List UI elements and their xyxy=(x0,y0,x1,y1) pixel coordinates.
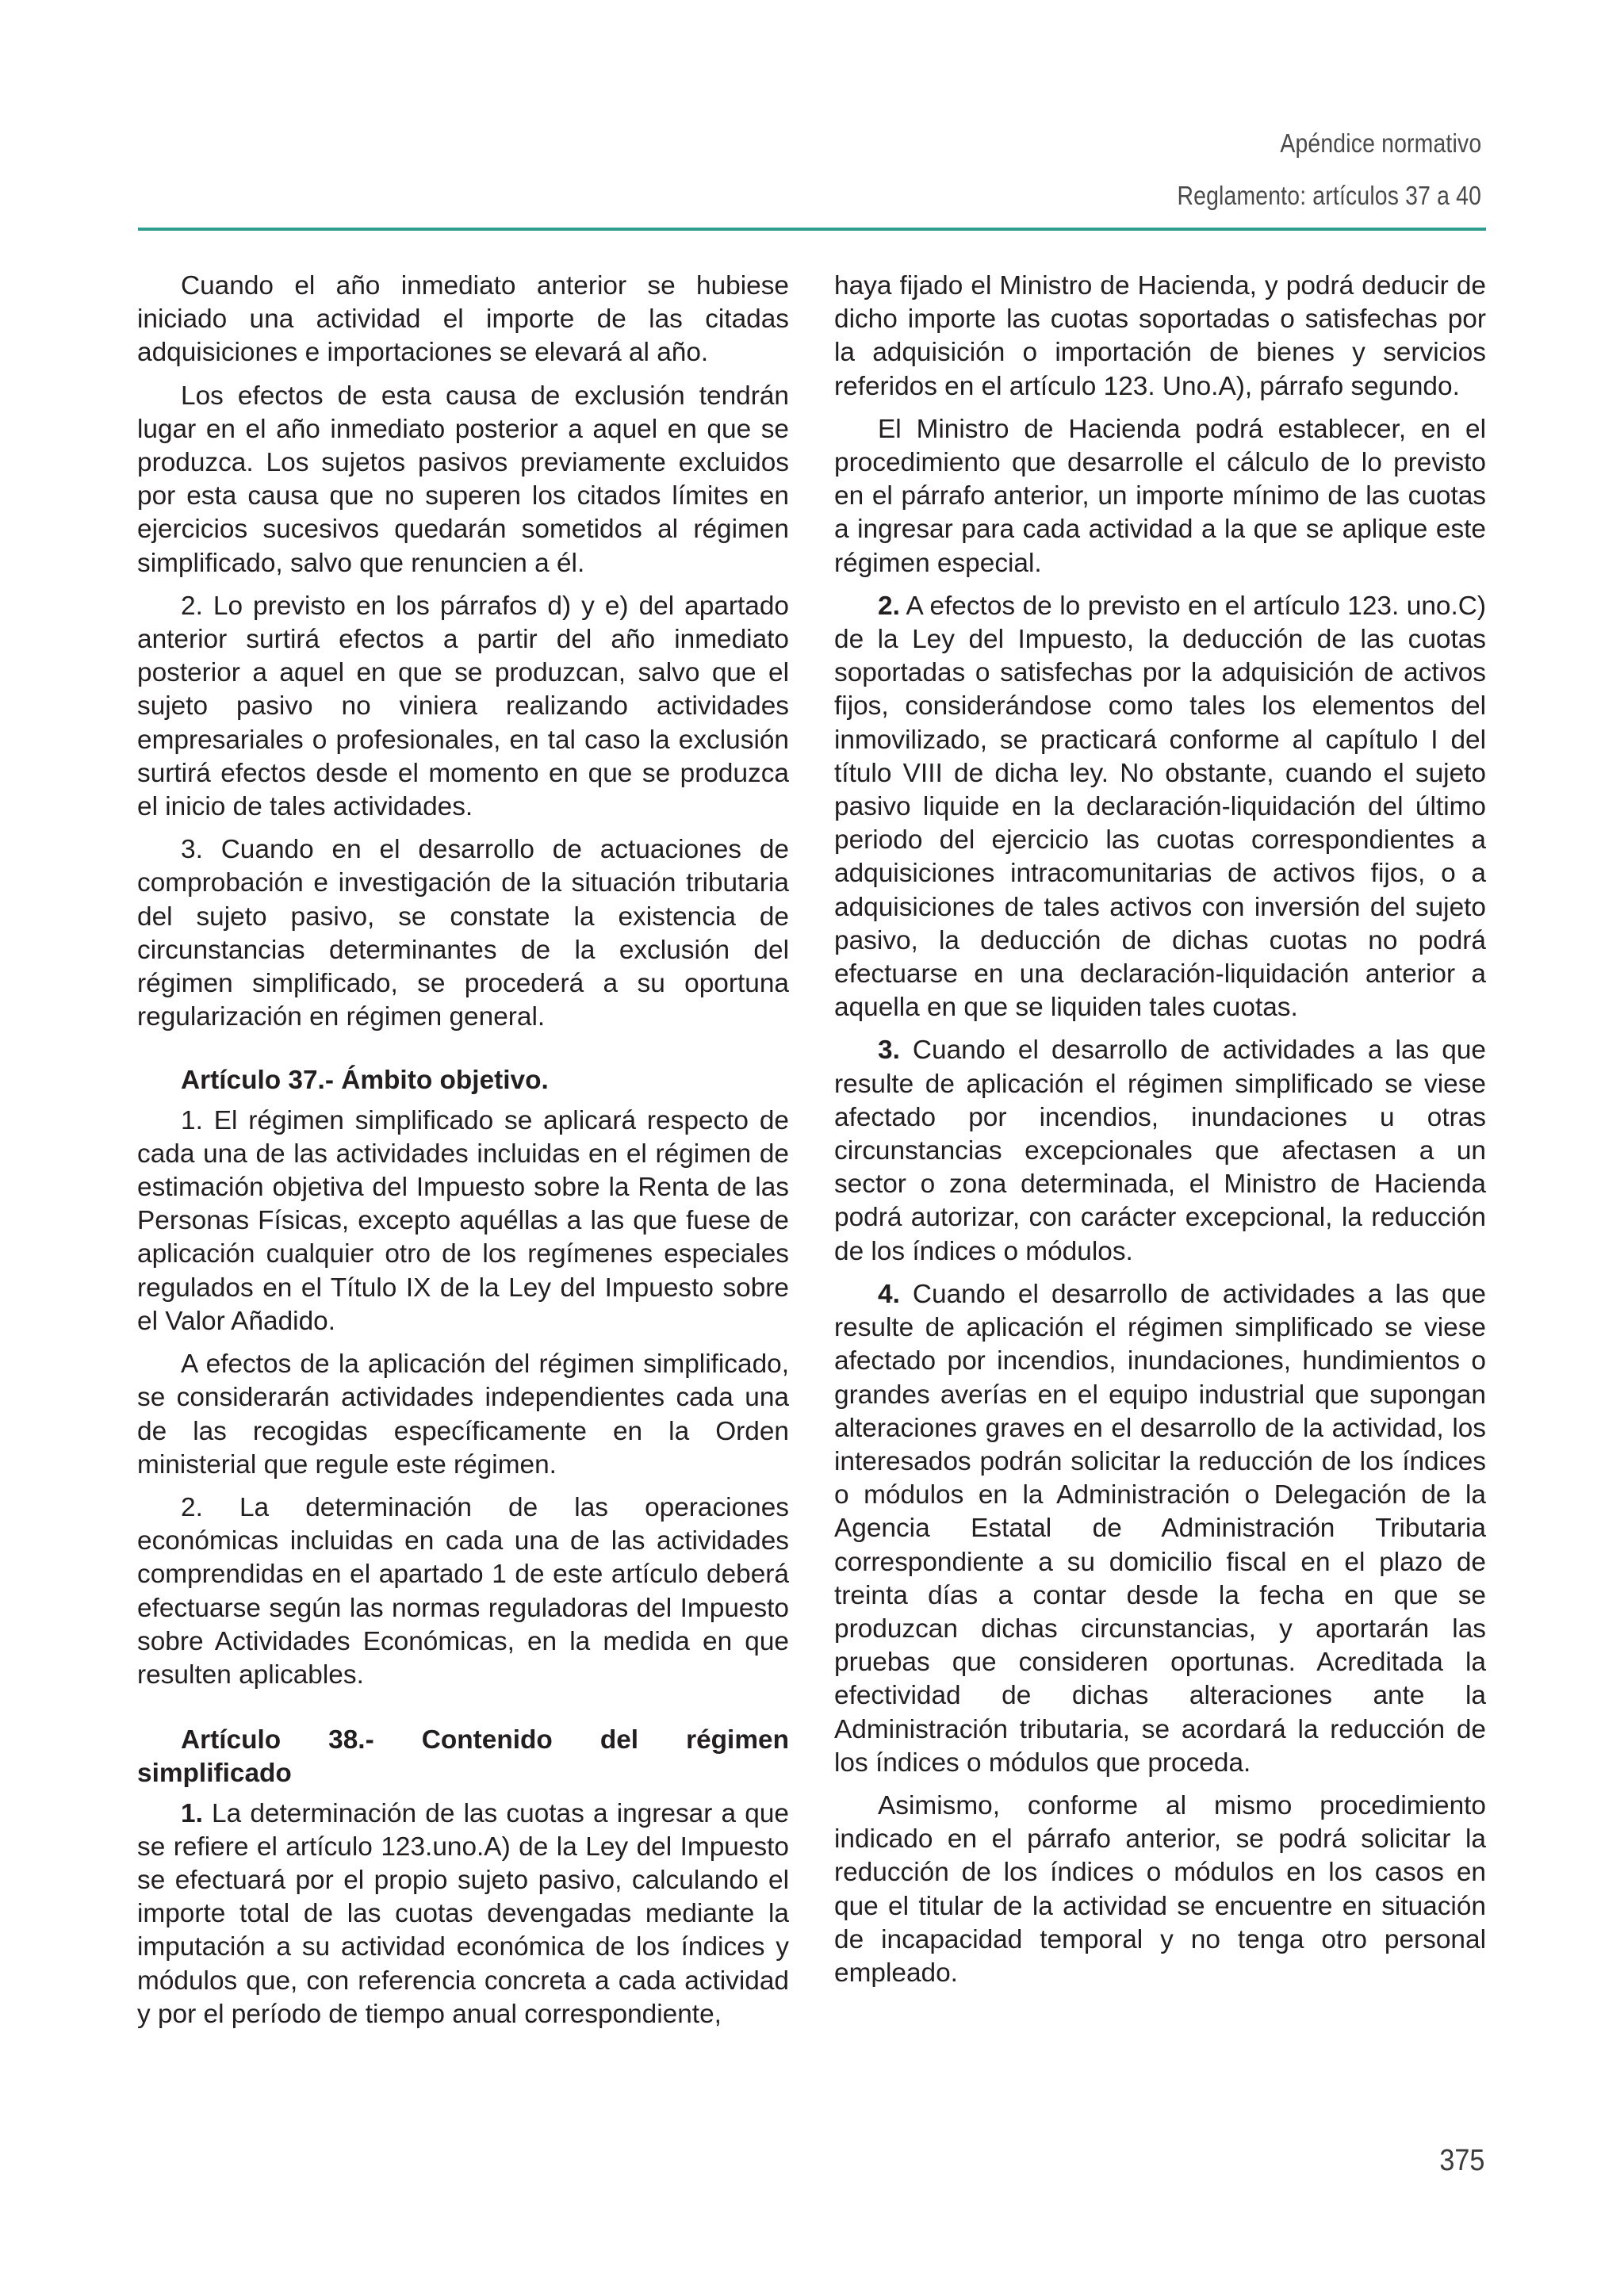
paragraph: 1. El régimen simplificado se aplicará respecto de cada una de las actividades incluidas en el régimen de estimación objetiva del Impuesto sobre la Renta de las Personas Físicas, excepto aquéllas a las que fuese de aplicación cualquier otro de los regímenes especiales regulados en el Título IX de la Ley del Impuesto sobre el Valor Añadido. xyxy=(137,1105,789,1336)
paragraph: Cuando el año inmediato anterior se hubiese iniciado una actividad el importe de las citadas adquisiciones e importaciones se elevará al año. xyxy=(137,271,789,368)
paragraph: Asimismo, conforme al mismo procedimiento indicado en el párrafo anterior, se podrá solicitar la reducción de los índices o módulos en los casos en que el titular de la actividad se encuentre en situación de incapacidad temporal y no tenga otro personal empleado. xyxy=(834,1790,1486,1988)
right-column xyxy=(834,270,1486,2000)
paragraph: 2. Lo previsto en los párrafos d) y e) del apartado anterior surtirá efectos a partir del año inmediato posterior a aquel en que se produzcan, salvo que el sujeto pasivo no viniera realizando actividades empresariales o profesionales, en tal caso la exclusión surtirá efectos desde el momento en que se produzca el inicio de tales actividades. xyxy=(137,591,789,822)
paragraph: haya fijado el Ministro de Hacienda, y podrá deducir de dicho importe las cuotas soportadas o satisfechas por la adquisición o importación de bienes y servicios referidos en el artículo 123. Uno.A), párrafo segundo. xyxy=(834,271,1486,401)
header-rule xyxy=(138,228,1486,231)
paragraph xyxy=(834,1278,1486,1780)
paragraph-text: Cuando el desarrollo de actividades a las que resulte de aplicación el régimen simplificado se viese afectado por incendios, inundaciones, hundimientos o grandes averías en el equipo industrial que supongan alteraciones graves en el desarrollo de la actividad, los interesados podrán solicitar la reducción de los índices o módulos en la Administración o Delegación de la Agencia Estatal de Administración Tributaria correspondiente a su domicilio fiscal en el plazo de treinta días a contar desde la fecha en que se produzcan dichas circunstancias, y aportarán las pruebas que consideren oportunas. Acreditada la efectividad de dichas alteraciones ante la Administración tributaria, se acordará la reducción de los índices o módulos que proceda. xyxy=(834,1279,1486,1778)
paragraph-text: La determinación de las cuotas a ingresar a que se refiere el artículo 123.uno.A) de la Ley del Impuesto se efectuará por el propio sujeto pasivo, calculando el importe total de las cuotas devengadas mediante la imputación a su actividad económica de los índices y módulos que, con referencia concreta a cada actividad y por el período de tiempo anual correspondiente, xyxy=(137,1798,789,2029)
left-column xyxy=(137,270,789,2041)
paragraph: El Ministro de Hacienda podrá establecer, en el procedimiento que desarrolle el cálculo de lo previsto en el párrafo anterior, un importe mínimo de las cuotas a ingresar para cada actividad a la que se aplique este régimen especial. xyxy=(834,414,1486,578)
paragraph-number: 2. xyxy=(878,591,900,621)
page-number: 375 xyxy=(1438,2144,1484,2177)
article-38-title: Artículo 38.- Contenido del régimen simplificado xyxy=(137,1725,789,1789)
paragraph: A efectos de la aplicación del régimen simplificado, se considerarán actividades independientes cada una de las recogidas específicamente en la Orden ministerial que regule este régimen. xyxy=(137,1349,789,1480)
paragraph-number: 1. xyxy=(181,1798,203,1828)
paragraph xyxy=(834,590,1486,1025)
article-37-title: Artículo 37.- Ámbito objetivo. xyxy=(181,1066,549,1096)
paragraph-text: Cuando el desarrollo de actividades a las que resulte de aplicación el régimen simplificado se viese afectado por incendios, inundaciones u otras circunstancias excepcionales que afectasen a un sector o zona determinada, el Ministro de Hacienda podrá autorizar, con carácter excepcional, la reducción de los índices o módulos. xyxy=(834,1035,1486,1266)
paragraph-text: A efectos de lo previsto en el artículo 123. uno.C) de la Ley del Impuesto, la deducción de las cuotas soportadas o satisfechas por la adquisición de activos fijos, considerándose como tales los elementos del inmovilizado, se practicará conforme al capítulo I del título VIII de dicha ley. No obstante, cuando el sujeto pasivo liquide en la declaración-liquidación del último periodo del ejercicio las cuotas correspondientes a adquisiciones intracomunitarias de activos fijos, o a adquisiciones de tales activos con inversión del sujeto pasivo, la deducción de dichas cuotas no podrá efectuarse en una declaración-liquidación anterior a aquella en que se liquiden tales cuotas. xyxy=(834,591,1486,1023)
paragraph-number: 4. xyxy=(878,1279,900,1309)
paragraph xyxy=(834,1034,1486,1268)
paragraph: Los efectos de esta causa de exclusión tendrán lugar en el año inmediato posterior a aquel en que se produzca. Los sujetos pasivos previamente excluidos por esta causa que no superen los citados límites en ejercicios sucesivos quedarán sometidos al régimen simplificado, salvo que renuncien a él. xyxy=(137,381,789,578)
paragraph: 2. La determinación de las operaciones económicas incluidas en cada una de las actividades comprendidas en el apartado 1 de este artículo deberá efectuarse según las normas reguladoras del Impuesto sobre Actividades Económicas, en la medida en que resulten aplicables. xyxy=(137,1492,789,1690)
header-subsection: Reglamento: artículos 37 a 40 xyxy=(1177,181,1481,210)
paragraph: 3. Cuando en el desarrollo de actuaciones de comprobación e investigación de la situación tributaria del sujeto pasivo, se constate la existencia de circunstancias determinantes de la exclusión del régimen simplificado, se procederá a su oportuna regularización en régimen general. xyxy=(137,835,789,1032)
paragraph-number: 3. xyxy=(878,1035,900,1066)
header-section: Apéndice normativo xyxy=(1280,128,1481,158)
paragraph xyxy=(137,1797,789,2031)
